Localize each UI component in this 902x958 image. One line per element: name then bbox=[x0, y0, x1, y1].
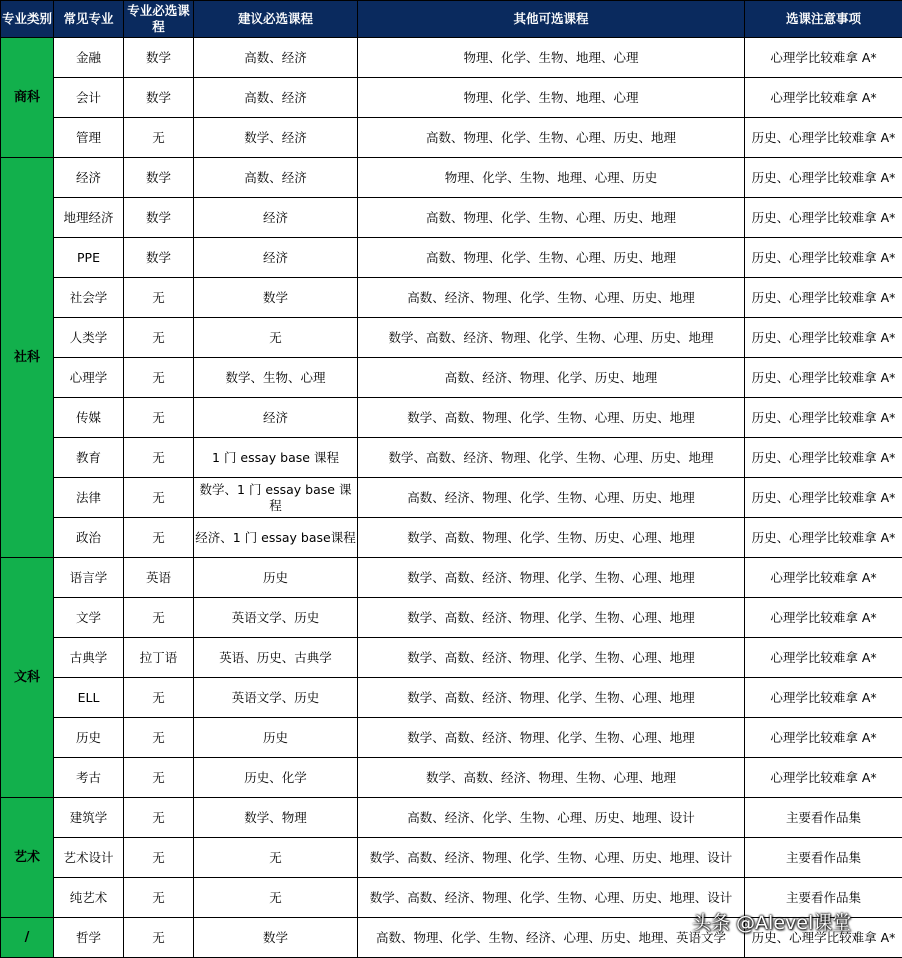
note-cell: 历史、心理学比较难拿 A* bbox=[745, 318, 902, 358]
table-row bbox=[1, 78, 902, 118]
table-row bbox=[1, 718, 902, 758]
suggested-course-cell: 经济 bbox=[194, 238, 358, 278]
note-cell: 历史、心理学比较难拿 A* bbox=[745, 278, 902, 318]
required-course-cell: 数学 bbox=[124, 38, 194, 78]
required-course-cell: 无 bbox=[124, 758, 194, 798]
table-row bbox=[1, 478, 902, 518]
major-cell: 地理经济 bbox=[54, 198, 124, 238]
suggested-course-cell: 无 bbox=[194, 838, 358, 878]
required-course-cell: 无 bbox=[124, 398, 194, 438]
suggested-course-cell: 历史、化学 bbox=[194, 758, 358, 798]
note-cell: 历史、心理学比较难拿 A* bbox=[745, 398, 902, 438]
header-required: 专业必选课程 bbox=[124, 1, 194, 38]
required-course-cell: 数学 bbox=[124, 78, 194, 118]
table-body bbox=[1, 38, 902, 958]
required-course-cell: 无 bbox=[124, 838, 194, 878]
major-cell: 管理 bbox=[54, 118, 124, 158]
required-course-cell: 英语 bbox=[124, 558, 194, 598]
suggested-course-cell: 经济、1 门 essay base课程 bbox=[194, 518, 358, 558]
optional-course-cell: 数学、高数、经济、物理、化学、生物、心理、历史、地理、设计 bbox=[358, 878, 745, 918]
table-row bbox=[1, 358, 902, 398]
table-row bbox=[1, 518, 902, 558]
required-course-cell: 无 bbox=[124, 518, 194, 558]
table-row bbox=[1, 598, 902, 638]
note-cell: 历史、心理学比较难拿 A* bbox=[745, 238, 902, 278]
major-cell: 人类学 bbox=[54, 318, 124, 358]
table-row bbox=[1, 278, 902, 318]
table-row bbox=[1, 38, 902, 78]
category-cell: / bbox=[1, 918, 54, 958]
suggested-course-cell: 高数、经济 bbox=[194, 38, 358, 78]
note-cell: 历史、心理学比较难拿 A* bbox=[745, 158, 902, 198]
suggested-course-cell: 数学、生物、心理 bbox=[194, 358, 358, 398]
suggested-course-cell: 数学、经济 bbox=[194, 118, 358, 158]
optional-course-cell: 高数、经济、化学、生物、心理、历史、地理、设计 bbox=[358, 798, 745, 838]
suggested-course-cell: 无 bbox=[194, 878, 358, 918]
header-row bbox=[1, 1, 902, 38]
category-cell: 艺术 bbox=[1, 798, 54, 918]
optional-course-cell: 高数、经济、物理、化学、生物、心理、历史、地理 bbox=[358, 478, 745, 518]
required-course-cell: 数学 bbox=[124, 238, 194, 278]
table-row bbox=[1, 838, 902, 878]
note-cell: 心理学比较难拿 A* bbox=[745, 718, 902, 758]
suggested-course-cell: 英语文学、历史 bbox=[194, 598, 358, 638]
required-course-cell: 数学 bbox=[124, 198, 194, 238]
major-cell: 建筑学 bbox=[54, 798, 124, 838]
suggested-course-cell: 英语、历史、古典学 bbox=[194, 638, 358, 678]
optional-course-cell: 数学、高数、经济、物理、化学、生物、心理、历史、地理、设计 bbox=[358, 838, 745, 878]
table-row bbox=[1, 438, 902, 478]
suggested-course-cell: 历史 bbox=[194, 558, 358, 598]
major-cell: 法律 bbox=[54, 478, 124, 518]
optional-course-cell: 物理、化学、生物、地理、心理 bbox=[358, 38, 745, 78]
required-course-cell: 无 bbox=[124, 438, 194, 478]
table-row bbox=[1, 118, 902, 158]
category-cell: 文科 bbox=[1, 558, 54, 798]
major-cell: 心理学 bbox=[54, 358, 124, 398]
required-course-cell: 无 bbox=[124, 718, 194, 758]
major-cell: PPE bbox=[54, 238, 124, 278]
table-row bbox=[1, 758, 902, 798]
required-course-cell: 无 bbox=[124, 278, 194, 318]
required-course-cell: 无 bbox=[124, 598, 194, 638]
optional-course-cell: 数学、高数、经济、物理、化学、生物、心理、地理 bbox=[358, 718, 745, 758]
major-cell: 文学 bbox=[54, 598, 124, 638]
header-optional: 其他可选课程 bbox=[358, 1, 745, 38]
optional-course-cell: 高数、经济、物理、化学、生物、心理、历史、地理 bbox=[358, 278, 745, 318]
major-cell: 传媒 bbox=[54, 398, 124, 438]
optional-course-cell: 高数、物理、化学、生物、心理、历史、地理 bbox=[358, 198, 745, 238]
major-cell: 会计 bbox=[54, 78, 124, 118]
major-cell: 古典学 bbox=[54, 638, 124, 678]
watermark: 头条 @Alevel课堂 bbox=[692, 908, 851, 935]
major-cell: 教育 bbox=[54, 438, 124, 478]
optional-course-cell: 高数、经济、物理、化学、历史、地理 bbox=[358, 358, 745, 398]
required-course-cell: 无 bbox=[124, 318, 194, 358]
suggested-course-cell: 数学、物理 bbox=[194, 798, 358, 838]
note-cell: 心理学比较难拿 A* bbox=[745, 638, 902, 678]
table-row bbox=[1, 638, 902, 678]
header-major: 常见专业 bbox=[54, 1, 124, 38]
category-cell: 社科 bbox=[1, 158, 54, 558]
table-row bbox=[1, 398, 902, 438]
required-course-cell: 拉丁语 bbox=[124, 638, 194, 678]
optional-course-cell: 数学、高数、经济、物理、化学、生物、心理、历史、地理 bbox=[358, 318, 745, 358]
optional-course-cell: 高数、物理、化学、生物、心理、历史、地理 bbox=[358, 118, 745, 158]
optional-course-cell: 数学、高数、经济、物理、化学、生物、心理、地理 bbox=[358, 558, 745, 598]
optional-course-cell: 物理、化学、生物、地理、心理、历史 bbox=[358, 158, 745, 198]
note-cell: 历史、心理学比较难拿 A* bbox=[745, 478, 902, 518]
optional-course-cell: 高数、物理、化学、生物、心理、历史、地理 bbox=[358, 238, 745, 278]
major-cell: 考古 bbox=[54, 758, 124, 798]
required-course-cell: 数学 bbox=[124, 158, 194, 198]
major-cell: 政治 bbox=[54, 518, 124, 558]
note-cell: 历史、心理学比较难拿 A* bbox=[745, 118, 902, 158]
suggested-course-cell: 经济 bbox=[194, 398, 358, 438]
table-row bbox=[1, 318, 902, 358]
major-cell: 语言学 bbox=[54, 558, 124, 598]
major-cell: 哲学 bbox=[54, 918, 124, 958]
optional-course-cell: 高数、物理、化学、生物、经济、心理、历史、地理、英语文学 bbox=[358, 918, 745, 958]
note-cell: 心理学比较难拿 A* bbox=[745, 678, 902, 718]
header-suggested: 建议必选课程 bbox=[194, 1, 358, 38]
optional-course-cell: 数学、高数、经济、物理、化学、生物、心理、历史、地理 bbox=[358, 438, 745, 478]
optional-course-cell: 物理、化学、生物、地理、心理 bbox=[358, 78, 745, 118]
required-course-cell: 无 bbox=[124, 358, 194, 398]
optional-course-cell: 数学、高数、经济、物理、生物、心理、地理 bbox=[358, 758, 745, 798]
required-course-cell: 无 bbox=[124, 118, 194, 158]
suggested-course-cell: 1 门 essay base 课程 bbox=[194, 438, 358, 478]
suggested-course-cell: 数学 bbox=[194, 918, 358, 958]
suggested-course-cell: 数学、1 门 essay base 课程 bbox=[194, 478, 358, 518]
table-row bbox=[1, 558, 902, 598]
note-cell: 历史、心理学比较难拿 A* bbox=[745, 198, 902, 238]
optional-course-cell: 数学、高数、经济、物理、化学、生物、心理、地理 bbox=[358, 598, 745, 638]
header-note: 选课注意事项 bbox=[745, 1, 902, 38]
optional-course-cell: 数学、高数、经济、物理、化学、生物、心理、地理 bbox=[358, 638, 745, 678]
note-cell: 历史、心理学比较难拿 A* bbox=[745, 918, 902, 958]
major-cell: 艺术设计 bbox=[54, 838, 124, 878]
suggested-course-cell: 经济 bbox=[194, 198, 358, 238]
suggested-course-cell: 高数、经济 bbox=[194, 158, 358, 198]
note-cell: 心理学比较难拿 A* bbox=[745, 558, 902, 598]
note-cell: 心理学比较难拿 A* bbox=[745, 598, 902, 638]
required-course-cell: 无 bbox=[124, 798, 194, 838]
table-row bbox=[1, 678, 902, 718]
major-cell: 纯艺术 bbox=[54, 878, 124, 918]
major-cell: ELL bbox=[54, 678, 124, 718]
major-cell: 社会学 bbox=[54, 278, 124, 318]
major-cell: 历史 bbox=[54, 718, 124, 758]
note-cell: 历史、心理学比较难拿 A* bbox=[745, 518, 902, 558]
suggested-course-cell: 高数、经济 bbox=[194, 78, 358, 118]
suggested-course-cell: 历史 bbox=[194, 718, 358, 758]
optional-course-cell: 数学、高数、物理、化学、生物、历史、心理、地理 bbox=[358, 518, 745, 558]
required-course-cell: 无 bbox=[124, 678, 194, 718]
note-cell: 主要看作品集 bbox=[745, 878, 902, 918]
suggested-course-cell: 无 bbox=[194, 318, 358, 358]
note-cell: 历史、心理学比较难拿 A* bbox=[745, 358, 902, 398]
suggested-course-cell: 英语文学、历史 bbox=[194, 678, 358, 718]
note-cell: 心理学比较难拿 A* bbox=[745, 38, 902, 78]
major-cell: 金融 bbox=[54, 38, 124, 78]
optional-course-cell: 数学、高数、经济、物理、化学、生物、心理、地理 bbox=[358, 678, 745, 718]
suggested-course-cell: 数学 bbox=[194, 278, 358, 318]
table-row bbox=[1, 198, 902, 238]
note-cell: 心理学比较难拿 A* bbox=[745, 758, 902, 798]
required-course-cell: 无 bbox=[124, 878, 194, 918]
header-category: 专业类别 bbox=[1, 1, 54, 38]
note-cell: 主要看作品集 bbox=[745, 798, 902, 838]
table-row bbox=[1, 798, 902, 838]
required-course-cell: 无 bbox=[124, 478, 194, 518]
table-row bbox=[1, 238, 902, 278]
note-cell: 历史、心理学比较难拿 A* bbox=[745, 438, 902, 478]
category-cell: 商科 bbox=[1, 38, 54, 158]
note-cell: 心理学比较难拿 A* bbox=[745, 78, 902, 118]
note-cell: 主要看作品集 bbox=[745, 838, 902, 878]
major-cell: 经济 bbox=[54, 158, 124, 198]
optional-course-cell: 数学、高数、物理、化学、生物、心理、历史、地理 bbox=[358, 398, 745, 438]
required-course-cell: 无 bbox=[124, 918, 194, 958]
table-row bbox=[1, 158, 902, 198]
